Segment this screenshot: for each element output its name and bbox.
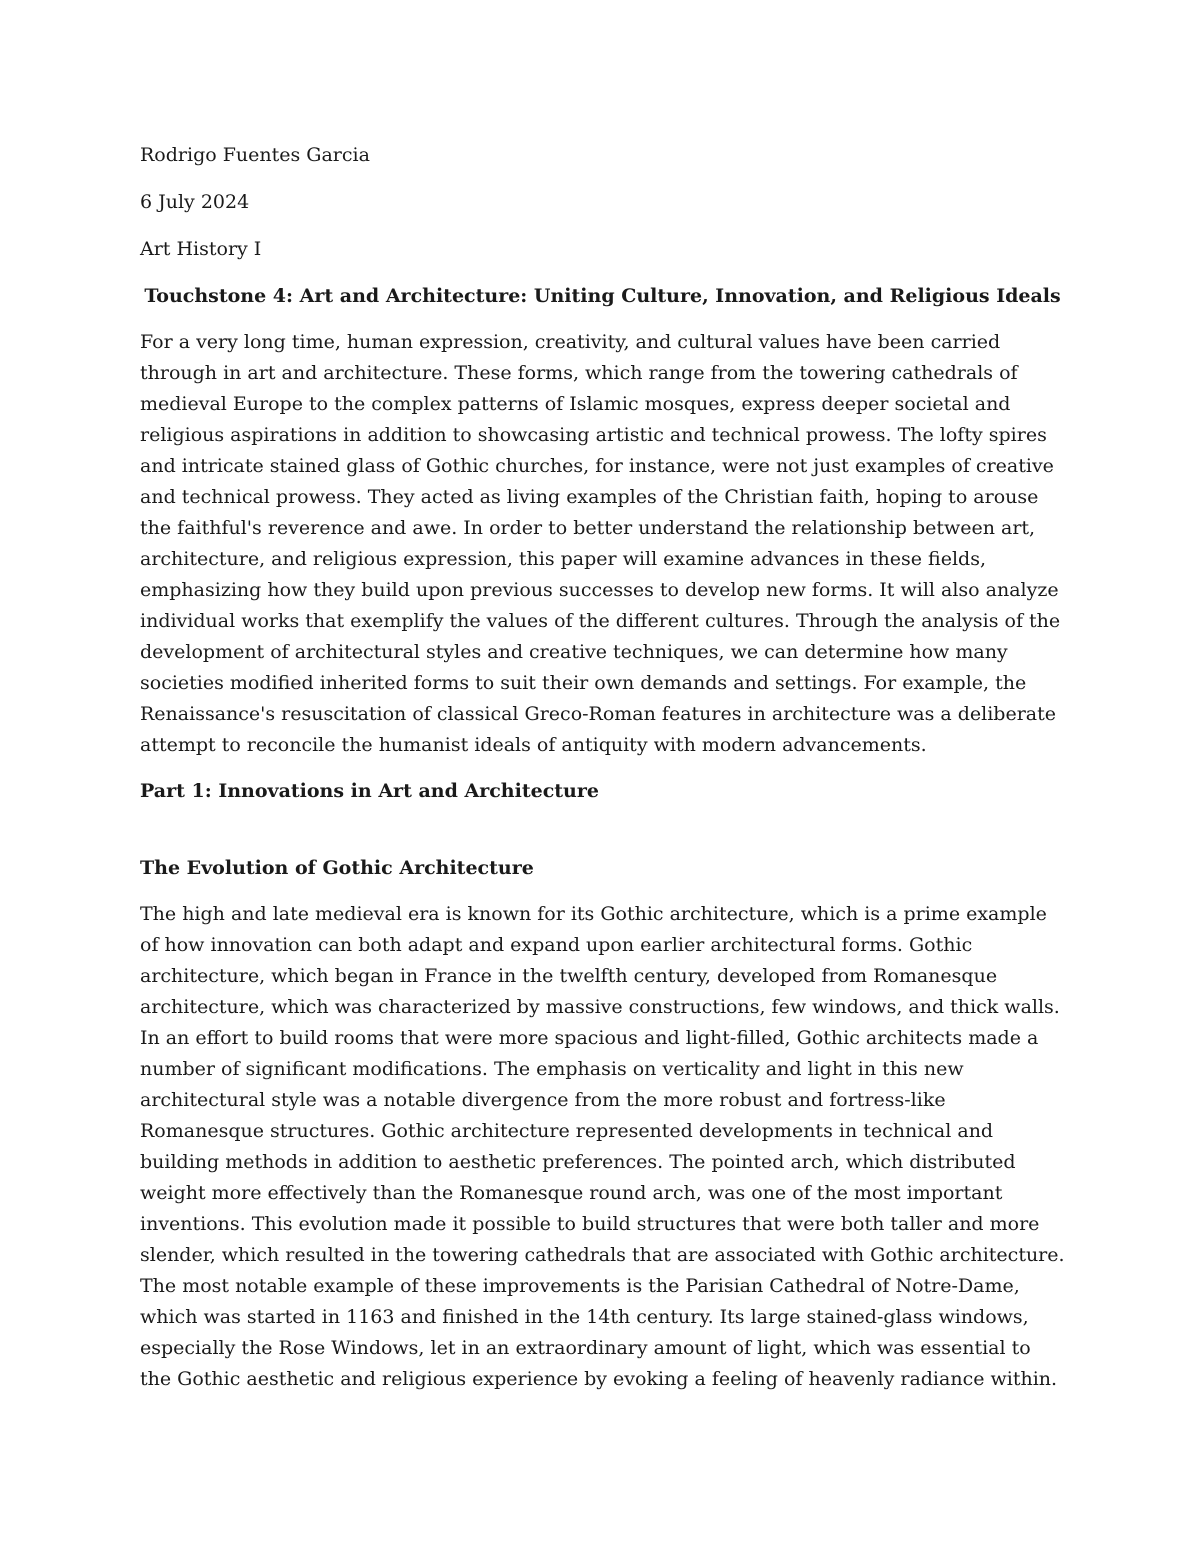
course-name: Art History I [140,238,262,260]
document-date: 6 July 2024 [140,191,250,213]
intro-paragraph: For a very long time, human expression, creativity, and cultural values have been carried through in art and architecture. These forms, which range from the towering cathedrals of medieval Europe to the complex patterns of Islamic mosques, express deeper societal and religious aspirations in addition to showcasing artistic and technical prowess. The lofty spires and intricate stained glass of Gothic churches, for instance, were not just examples of creative and technical prowess. They acted as living examples of the Christian faith, hoping to arouse the faithful's reverence and awe. In order to better understand the relationship between art, architecture, and religious expression, this paper will examine advances in these fields, emphasizing how they build upon previous successes to develop new forms. It will also analyze individual works that exemplify the values of the different cultures. Through the analysis of the development of architectural styles and creative techniques, we can determine how many societies modified inherited forms to suit their own demands and settings. For example, the Renaissance's resuscitation of classical Greco-Roman features in architecture was a deliberate attempt to reconcile the humanist ideals of antiquity with modern advancements. [140,331,1061,756]
document-title: Touchstone 4: Art and Architecture: Uniting Culture, Innovation, and Religious Ideals [144,285,1061,307]
document-body [140,140,1065,1410]
author-name: Rodrigo Fuentes Garcia [140,144,370,166]
part1-heading: Part 1: Innovations in Art and Architecture [140,780,599,802]
gothic-paragraph: The high and late medieval era is known for its Gothic architecture, which is a prime example of how innovation can both adapt and expand upon earlier architectural forms. Gothic architecture, which began in France in the twelfth century, developed from Romanesque architecture, which was characterized by massive constructions, few windows, and thick walls. In an effort to build rooms that were more spacious and light-filled, Gothic architects made a number of significant modifications. The emphasis on verticality and light in this new architectural style was a notable divergence from the more robust and fortress-like Romanesque structures. Gothic architecture represented developments in technical and building methods in addition to aesthetic preferences. The pointed arch, which distributed weight more effectively than the Romanesque round arch, was one of the most important inventions. This evolution made it possible to build structures that were both taller and more slender, which resulted in the towering cathedrals that are associated with Gothic architecture. The most notable example of these improvements is the Parisian Cathedral of Notre-Dame, which was started in 1163 and finished in the 14th century. Its large stained-glass windows, especially the Rose Windows, let in an extraordinary amount of light, which was essential to the Gothic aesthetic and religious experience by evoking a feeling of heavenly radiance within. [140,903,1065,1390]
gothic-subheading: The Evolution of Gothic Architecture [140,857,534,879]
